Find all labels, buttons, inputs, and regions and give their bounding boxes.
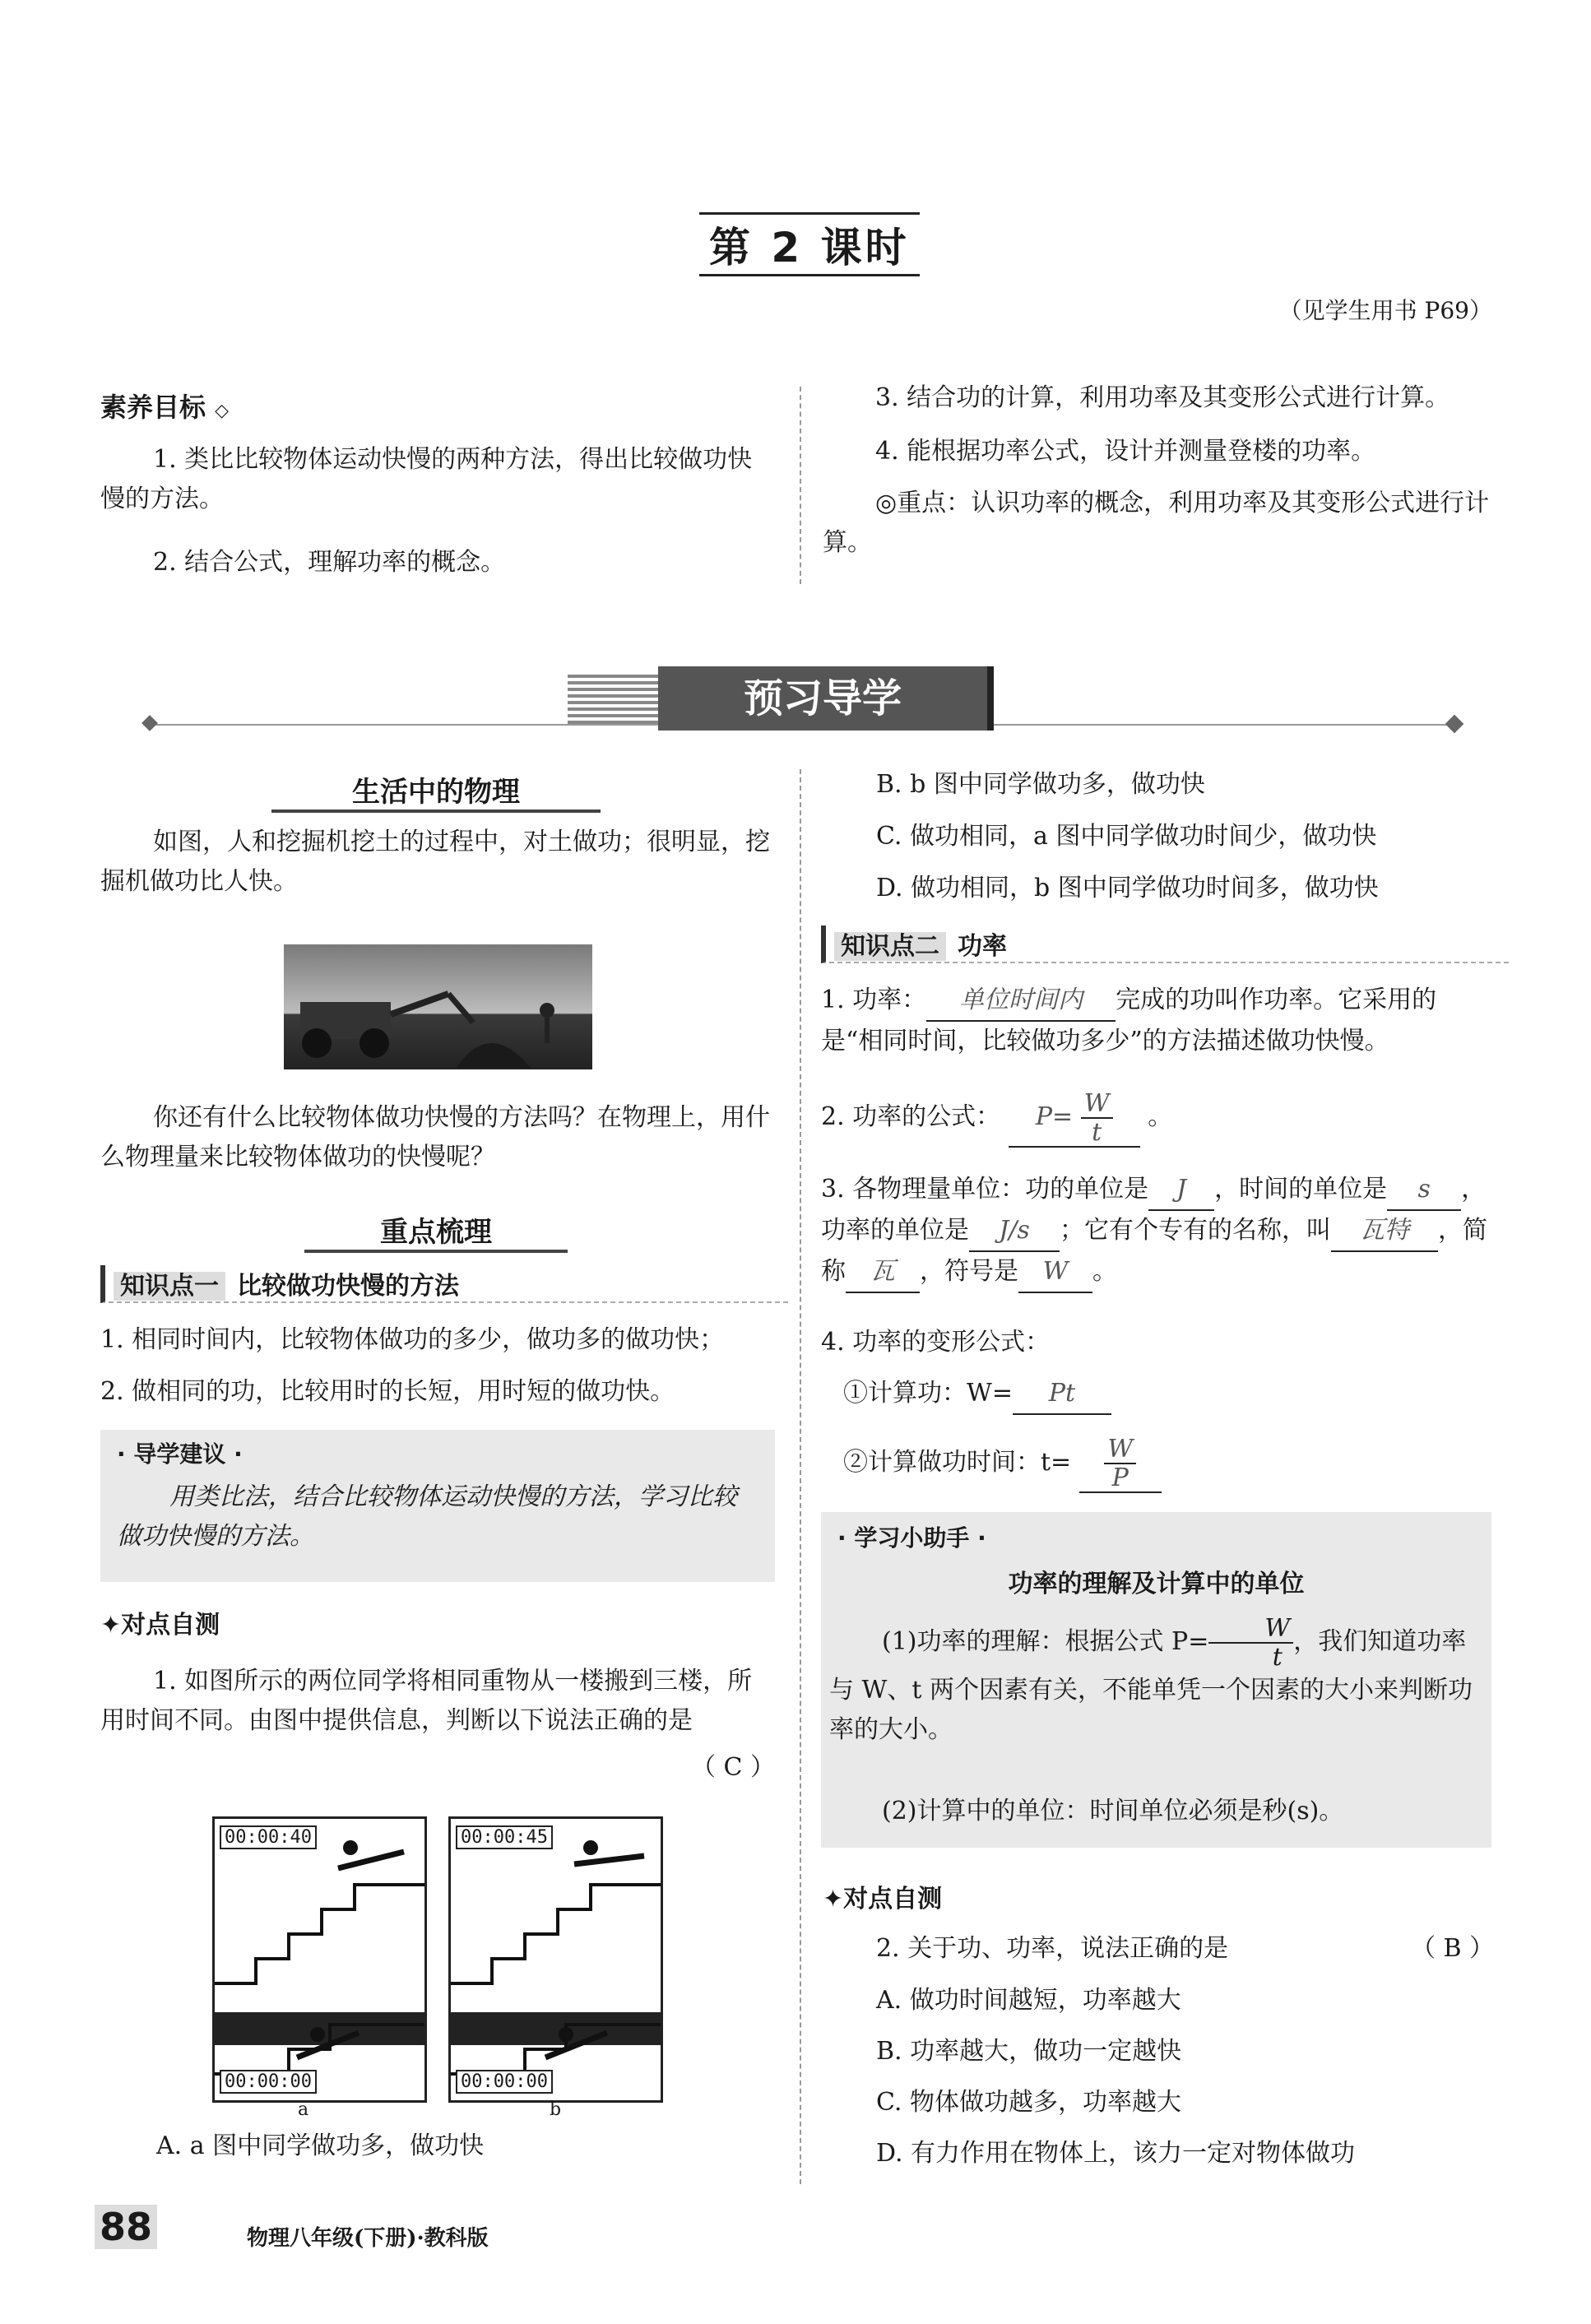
blank-unit-short: 瓦 bbox=[846, 1252, 920, 1293]
figure-b-label: b bbox=[550, 2099, 562, 2120]
blank-work-formula: Pt bbox=[1013, 1374, 1111, 1415]
stairs-a-icon bbox=[215, 1819, 424, 2100]
kp2-l1-pre: 1. 功率： bbox=[821, 986, 927, 1014]
section-banner bbox=[568, 666, 1020, 731]
test2-answer: （ B ） bbox=[1411, 1934, 1495, 1963]
test2-option-d: D. 有力作用在物体上，该力一定对物体做功 bbox=[876, 2139, 1356, 2168]
goals-label bbox=[100, 387, 229, 424]
kp2-l4a-pre: ①计算功：W= bbox=[843, 1379, 1013, 1408]
helper-p1-post: ，我们知道功率与 W、t 两个因素有关，不能单凭一个因素的大小来判断功率的大小。 bbox=[829, 1627, 1473, 1744]
banner-title: 预习导学 bbox=[658, 666, 994, 731]
power-fraction bbox=[1081, 1090, 1113, 1146]
test2-label-text: 对点自测 bbox=[843, 1885, 943, 1913]
student-book-reference: （见学生用书 P69） bbox=[1278, 297, 1492, 324]
helper-label: · 学习小助手 · bbox=[837, 1524, 986, 1552]
helper-title: 功率的理解及计算中的单位 bbox=[1008, 1570, 1305, 1598]
kp2-line4a bbox=[843, 1374, 1111, 1415]
kp2-l1-post: 完成的功叫作功率。它采用的是“相同时间，比较做功多少”的方法描述做功快慢。 bbox=[821, 986, 1437, 1055]
kp2-l3-mid2: ，功率的单位是 bbox=[821, 1175, 1487, 1245]
test1-option-b: B. b 图中同学做功多，做功快 bbox=[876, 770, 1205, 799]
kp2-l3-pre: 3. 各物理量单位：功的单位是 bbox=[821, 1175, 1149, 1204]
test1-option-d: D. 做功相同，b 图中同学做功时间多，做功快 bbox=[876, 874, 1379, 902]
power-fraction-W: W bbox=[1081, 1090, 1113, 1119]
kp1-header bbox=[100, 1265, 788, 1303]
power-fraction-t: t bbox=[1092, 1118, 1102, 1147]
lesson-title: 第 2 课时 bbox=[699, 212, 920, 276]
time-fraction-W: W bbox=[1104, 1436, 1136, 1464]
kp1-line2: 2. 做相同的功，比较用时的长短，用时短的做功快。 bbox=[100, 1377, 675, 1406]
rule-diamond-icon bbox=[1445, 715, 1464, 734]
helper-fraction bbox=[1208, 1615, 1293, 1671]
kp2-l3-mid4: ，简称 bbox=[821, 1216, 1487, 1286]
kp2-line4b bbox=[843, 1436, 1162, 1493]
test2-option-c: C. 物体做功越多，功率越大 bbox=[876, 2088, 1181, 2117]
period-mark: 。 bbox=[1148, 1102, 1173, 1131]
column-divider bbox=[800, 387, 801, 584]
kp2-title: 功率 bbox=[958, 932, 1007, 961]
time-fraction-P: P bbox=[1111, 1464, 1129, 1492]
kp2-l3-mid1: ，时间的单位是 bbox=[1214, 1175, 1388, 1204]
excavator-illustration bbox=[284, 944, 592, 1069]
goal-1: 1. 类比比较物体运动快慢的两种方法，得出比较做功快慢的方法。 bbox=[100, 445, 753, 513]
rule-diamond-icon-left bbox=[141, 715, 158, 731]
goals-label-text: 素养目标 bbox=[100, 392, 206, 423]
figure-a bbox=[212, 1816, 427, 2103]
figure-a-label: a bbox=[298, 2099, 309, 2120]
clock-b-top: 00:00:45 bbox=[456, 1825, 553, 1849]
star-icon: ✦ bbox=[100, 1611, 122, 1640]
test1-option-a: A. a 图中同学做功多，做功快 bbox=[156, 2131, 485, 2160]
helper-fraction-W: W bbox=[1208, 1615, 1293, 1644]
kp1-title: 比较做功快慢的方法 bbox=[237, 1272, 459, 1301]
key-title: 重点梳理 bbox=[304, 1209, 568, 1253]
helper-fraction-t: t bbox=[1272, 1643, 1283, 1672]
guide-text: 用类比法，结合比较物体运动快慢的方法，学习比较做功快慢的方法。 bbox=[117, 1482, 737, 1551]
star-icon-2: ✦ bbox=[823, 1885, 844, 1913]
test1-label bbox=[100, 1604, 220, 1640]
goal-4: 4. 能根据功率公式，设计并测量登楼的功率。 bbox=[875, 437, 1376, 466]
life-title: 生活中的物理 bbox=[271, 769, 601, 813]
time-fraction bbox=[1104, 1436, 1136, 1491]
blank-power-unit: J/s bbox=[969, 1211, 1060, 1252]
power-formula bbox=[1009, 1090, 1140, 1148]
life-paragraph-2: 你还有什么比较物体做功快慢的方法吗？在物理上，用什么物理量来比较物体做功的快慢呢？ bbox=[100, 1103, 770, 1171]
blank-unit-symbol: W bbox=[1018, 1252, 1092, 1293]
kp1-line1: 1. 相同时间内，比较物体做功的多少，做功多的做功快； bbox=[100, 1325, 725, 1354]
period-mark-2: 。 bbox=[1092, 1257, 1117, 1286]
test1-label-text: 对点自测 bbox=[121, 1611, 220, 1640]
life-paragraph-1: 如图，人和挖掘机挖土的过程中，对土做功；很明显，挖掘机做功比人快。 bbox=[100, 828, 770, 896]
helper-p1-pre: (1)功率的理解：根据公式 P= bbox=[882, 1627, 1209, 1656]
test2-option-b: B. 功率越大，做功一定越快 bbox=[876, 2037, 1182, 2066]
helper-box bbox=[821, 1512, 1491, 1848]
helper-paragraph-2: (2)计算中的单位：时间单位必须是秒(s)。 bbox=[882, 1797, 1344, 1825]
footer-text: 物理八年级(下册)·教科版 bbox=[247, 2226, 489, 2251]
test2-question: 2. 关于功、功率，说法正确的是 bbox=[876, 1934, 1229, 1963]
key-point: ◎重点：认识功率的概念，利用功率及其变形公式进行计算。 bbox=[823, 489, 1490, 557]
kp2-l2-pre: 2. 功率的公式： bbox=[821, 1102, 1001, 1131]
power-formula-P: P= bbox=[1035, 1102, 1074, 1131]
kp2-l4b-pre: ②计算做功时间：t= bbox=[843, 1448, 1072, 1477]
test1-question: 1. 如图所示的两位同学将相同重物从一楼搬到三楼，所用时间不同。由图中提供信息，判断以下说法正确的是 bbox=[100, 1667, 753, 1735]
guide-label: · 导学建议 · bbox=[117, 1440, 243, 1468]
blank-time-unit: s bbox=[1387, 1170, 1461, 1211]
time-formula bbox=[1079, 1436, 1162, 1493]
stairs-b-icon bbox=[451, 1819, 661, 2100]
test1-answer: （ C ） bbox=[691, 1753, 776, 1782]
blank-unit-name: 瓦特 bbox=[1331, 1211, 1438, 1252]
kp1-tag: 知识点一 bbox=[114, 1272, 225, 1301]
figure-b bbox=[448, 1816, 663, 2103]
goal-2: 2. 结合公式，理解功率的概念。 bbox=[153, 548, 506, 577]
kp2-l3-mid3: ；它有个专有的名称，叫 bbox=[1060, 1216, 1331, 1245]
blank-unit-time: 单位时间内 bbox=[926, 981, 1116, 1022]
column-divider-main bbox=[800, 769, 801, 2184]
excavator-icon bbox=[284, 944, 592, 1069]
clock-a-top: 00:00:40 bbox=[220, 1825, 317, 1849]
kp2-tag: 知识点二 bbox=[834, 932, 946, 961]
test2-option-a: A. 做功时间越短，功率越大 bbox=[876, 1986, 1181, 2015]
clock-a-bottom: 00:00:00 bbox=[220, 2070, 317, 2094]
kp2-line3 bbox=[821, 1170, 1504, 1293]
page-number: 88 bbox=[95, 2205, 157, 2249]
kp2-line2 bbox=[821, 1090, 1496, 1148]
goal-3: 3. 结合功的计算，利用功率及其变形公式进行计算。 bbox=[875, 383, 1450, 412]
clock-b-bottom: 00:00:00 bbox=[456, 2070, 553, 2094]
kp2-header bbox=[821, 925, 1509, 963]
blank-work-unit: J bbox=[1148, 1170, 1214, 1211]
diamond-icon: ◇ bbox=[215, 401, 230, 421]
helper-paragraph-1 bbox=[829, 1615, 1483, 1750]
kp2-line1 bbox=[821, 981, 1496, 1061]
kp2-line4: 4. 功率的变形公式： bbox=[821, 1328, 1051, 1357]
test1-option-c: C. 做功相同，a 图中同学做功时间少，做功快 bbox=[876, 822, 1377, 851]
test2-label bbox=[823, 1878, 942, 1914]
kp2-l3-mid5: ，符号是 bbox=[920, 1257, 1018, 1286]
guide-box bbox=[100, 1430, 775, 1582]
